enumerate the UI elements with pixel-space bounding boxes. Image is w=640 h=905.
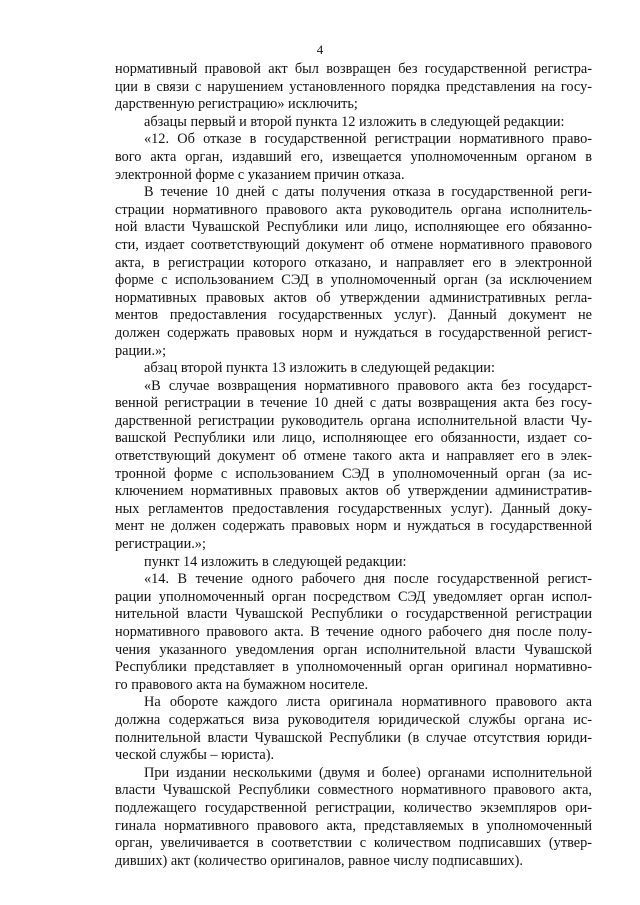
text-line: форме с использованием СЭД в уполномоченный орган (за исключением (115, 272, 592, 289)
text-line: ции в связи с нарушением установленного порядка представления на госу- (115, 78, 592, 95)
document-body (115, 61, 592, 870)
text-line: В течение 10 дней с даты получения отказа в государственной реги- (144, 184, 592, 201)
text-line: регистрации.»; (115, 536, 206, 553)
text-line: тронной форме с использованием СЭД в уполномоченный орган (за ис- (115, 465, 592, 482)
paragraph (115, 184, 592, 360)
text-line: рации уполномоченный орган посредством СЭД уведомляет орган испол- (115, 588, 592, 605)
page-number: 4 (316, 42, 324, 57)
text-line: мент не должен содержать правовых норм и нуждаться в государственной (115, 518, 592, 535)
text-line: электронной форме с указанием причин отказа. (115, 166, 405, 183)
text-line: нормативного правового акта. В течение одного рабочего дня после полу- (115, 624, 592, 640)
text-line: ментов предоставления государственных услуг). Данный документ не (115, 307, 592, 324)
text-line: орган, увеличивается в соответствии с количеством подписавших (утвер- (115, 835, 592, 852)
text-line: го правового акта на бумажном носителе. (115, 676, 369, 693)
text-line: подлежащего государственной регистрации, количество экземпляров ори- (115, 799, 592, 816)
paragraph (115, 61, 592, 114)
text-line: На обороте каждого листа оригинала нормативного правового акта (144, 694, 592, 711)
text-line: ответствующий документ об отмене такого акта и направляет его в элек- (115, 448, 592, 465)
text-line: нительной власти Чувашской Республики о государственной регистрации (115, 606, 592, 623)
text-line: акта, в регистрации которого отказано, и направляет его в электронной (115, 254, 592, 271)
text-line: «В случае возвращения нормативного правового акта без государст- (144, 377, 592, 394)
text-line: венной регистрации в течение 10 дней с даты возвращения акта без госу- (115, 395, 592, 412)
text-line: должна содержаться виза руководителя юридической службы органа ис- (115, 711, 592, 728)
text-line: сти, издает соответствующий документ об отмене нормативного правового (115, 236, 592, 253)
text-line: абзац второй пункта 13 изложить в следующей редакции: (144, 360, 495, 377)
text-line: должен содержать правовых норм и нуждаться в государственной регист- (115, 324, 592, 341)
text-line: гинала нормативного правового акта, представляемых в уполномоченный (115, 817, 592, 834)
text-line: Республики представляет в уполномоченный орган оригинал нормативно- (115, 659, 592, 676)
text-line: ческой службы – юриста). (115, 747, 275, 764)
text-line: «12. Об отказе в государственной регистрации нормативного право- (144, 131, 592, 148)
text-line: нормативных правовых актов об утверждении административных регла- (115, 289, 592, 306)
paragraph (115, 765, 592, 871)
text-line: вого акта орган, издавший его, извещается уполномоченным органом в (115, 148, 592, 165)
text-line: ной власти Чувашской Республики или лицо, исполняющее его обязанно- (115, 219, 592, 236)
paragraph (115, 554, 592, 572)
text-line: дивших) акт (количество оригиналов, равное числу подписавших). (115, 852, 524, 869)
text-line: абзацы первый и второй пункта 12 изложить в следующей редакции: (144, 113, 565, 130)
paragraph (115, 131, 592, 184)
paragraph (115, 694, 592, 764)
text-line: чения указанного уведомления орган исполнительной власти Чувашской (115, 641, 592, 658)
text-line: ных регламентов предоставления государственных услуг). Данный доку- (115, 500, 592, 517)
text-line: страции нормативного правового акта руководитель органа исполнитель- (115, 201, 592, 218)
text-line: пункт 14 изложить в следующей редакции: (144, 553, 407, 570)
paragraph (115, 378, 592, 554)
text-line: нормативный правовой акт был возвращен без государственной регистра- (115, 61, 592, 77)
paragraph (115, 114, 592, 132)
text-line: дарственной регистрации руководитель органа исполнительной власти Чу- (115, 412, 592, 429)
text-line: полнительной власти Чувашской Республики (в случае отсутствия юриди- (115, 729, 592, 746)
text-line: При издании несколькими (двумя и более) органами исполнительной (144, 764, 592, 781)
text-line: власти Чувашской Республики совместного нормативного правового акта, (115, 782, 592, 799)
text-line: «14. В течение одного рабочего дня после государственной регист- (144, 571, 592, 588)
text-line: дарственную регистрацию» исключить; (115, 96, 358, 113)
text-line: ключением нормативных правовых актов об утверждении административ- (115, 483, 592, 500)
text-line: вашской Республики или лицо, исполняющее его обязанности, издает со- (115, 430, 592, 447)
paragraph (115, 571, 592, 694)
paragraph (115, 360, 592, 378)
text-line: рации.»; (115, 342, 167, 359)
